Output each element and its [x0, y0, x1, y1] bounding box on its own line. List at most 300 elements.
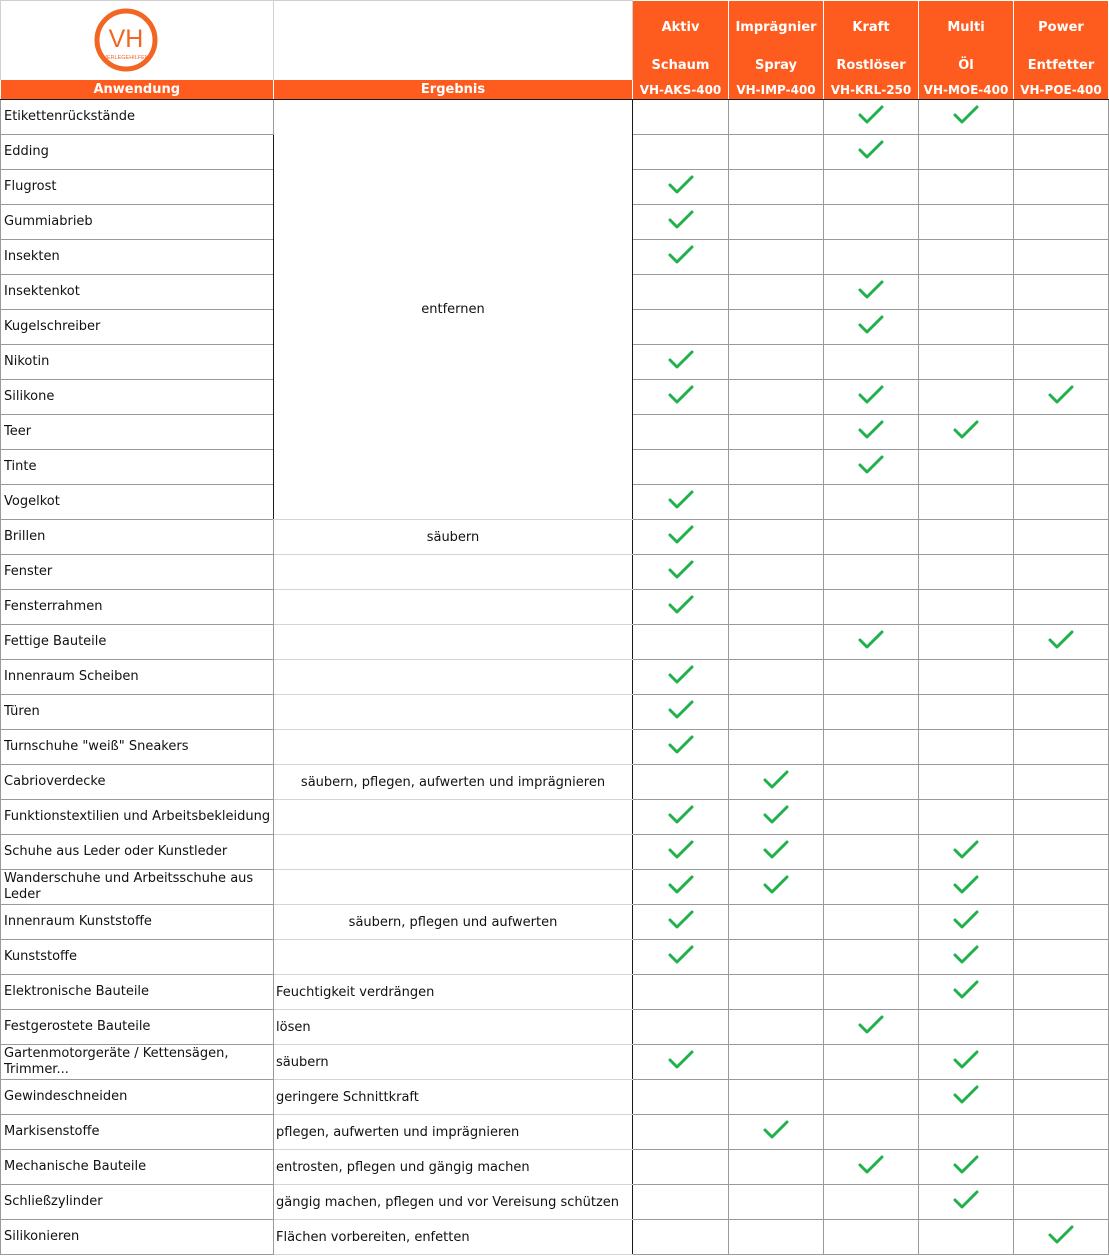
checkmark-icon [1048, 384, 1074, 406]
checkmark-icon [763, 804, 789, 826]
check-cell [729, 170, 824, 205]
checkmark-icon [668, 489, 694, 511]
application-column-header: Anwendung [1, 80, 274, 100]
check-cell [729, 310, 824, 345]
check-cell [919, 800, 1014, 835]
application-cell: Gummiabrieb [1, 205, 274, 240]
check-cell [919, 1185, 1014, 1220]
check-cell [633, 835, 729, 870]
check-cell [633, 730, 729, 765]
product-name-line2: Spray [755, 57, 797, 73]
application-cell: Markisenstoffe [1, 1115, 274, 1150]
check-cell [919, 1150, 1014, 1185]
check-cell [824, 1185, 919, 1220]
table-row [1, 1115, 1109, 1150]
result-cell: säubern, pflegen, aufwerten und imprägnieren [274, 765, 633, 800]
check-cell [633, 660, 729, 695]
check-cell [1014, 905, 1109, 940]
table-row [1, 1080, 1109, 1115]
check-cell [824, 170, 919, 205]
checkmark-icon [858, 384, 884, 406]
product-name-line2: Rostlöser [836, 57, 906, 73]
product-header-power-entfetter [1014, 1, 1109, 81]
check-cell [824, 800, 919, 835]
checkmark-icon [668, 944, 694, 966]
check-cell [919, 940, 1014, 975]
logo-initials: VH [108, 25, 144, 53]
check-cell [729, 1115, 824, 1150]
product-header-kraft-rostloeser [824, 1, 919, 81]
application-cell: Brillen [1, 520, 274, 555]
check-cell [1014, 170, 1109, 205]
logo-subtitle: VERLEGEHILFEN [103, 55, 149, 61]
check-cell [633, 940, 729, 975]
check-cell [824, 450, 919, 485]
check-cell [1014, 590, 1109, 625]
check-cell [729, 660, 824, 695]
check-cell [633, 1045, 729, 1080]
check-cell [919, 1045, 1014, 1080]
checkmark-icon [668, 594, 694, 616]
product-name-line1: Power [1038, 19, 1084, 35]
check-cell [919, 310, 1014, 345]
check-cell [1014, 520, 1109, 555]
result-cell: Flächen vorbereiten, enfetten [274, 1220, 633, 1255]
check-cell [1014, 1150, 1109, 1185]
result-cell [274, 660, 633, 695]
product-header-multi-oel [919, 1, 1014, 81]
checkmark-icon [668, 559, 694, 581]
check-cell [919, 240, 1014, 275]
check-cell [919, 415, 1014, 450]
application-cell: Fensterrahmen [1, 590, 274, 625]
check-cell [824, 275, 919, 310]
matrix-body [1, 100, 1109, 1255]
header-row [1, 1, 1109, 81]
table-row [1, 940, 1109, 975]
checkmark-icon [858, 139, 884, 161]
result-cell: pflegen, aufwerten und imprägnieren [274, 1115, 633, 1150]
check-cell [729, 485, 824, 520]
check-cell [919, 695, 1014, 730]
check-cell [919, 765, 1014, 800]
application-cell: Turnschuhe "weiß" Sneakers [1, 730, 274, 765]
checkmark-icon [668, 664, 694, 686]
check-cell [633, 100, 729, 135]
check-cell [633, 450, 729, 485]
product-name-line2: Schaum [651, 57, 710, 73]
check-cell [919, 100, 1014, 135]
check-cell [824, 695, 919, 730]
check-cell [824, 1080, 919, 1115]
check-cell [824, 135, 919, 170]
table-row [1, 835, 1109, 870]
checkmark-icon [858, 1014, 884, 1036]
check-cell [729, 1045, 824, 1080]
check-cell [729, 555, 824, 590]
result-cell [274, 835, 633, 870]
result-column-header: Ergebnis [274, 80, 633, 100]
check-cell [633, 975, 729, 1010]
check-cell [824, 485, 919, 520]
check-cell [1014, 310, 1109, 345]
application-cell: Fettige Bauteile [1, 625, 274, 660]
application-cell: Wanderschuhe und Arbeitsschuhe aus Leder [1, 870, 274, 905]
check-cell [633, 520, 729, 555]
check-cell [919, 345, 1014, 380]
check-cell [633, 275, 729, 310]
check-cell [1014, 800, 1109, 835]
check-cell [633, 765, 729, 800]
checkmark-icon [668, 174, 694, 196]
check-cell [633, 345, 729, 380]
check-cell [729, 415, 824, 450]
result-cell: entrosten, pflegen und gängig machen [274, 1150, 633, 1185]
application-cell: Funktionstextilien und Arbeitsbekleidung [1, 800, 274, 835]
check-cell [919, 450, 1014, 485]
check-cell [633, 1080, 729, 1115]
check-cell [729, 905, 824, 940]
result-cell [274, 590, 633, 625]
check-cell [824, 1010, 919, 1045]
check-cell [729, 800, 824, 835]
checkmark-icon [858, 419, 884, 441]
checkmark-icon [668, 209, 694, 231]
check-cell [633, 170, 729, 205]
result-cell: lösen [274, 1010, 633, 1045]
table-row [1, 905, 1109, 940]
check-cell [729, 380, 824, 415]
table-row [1, 520, 1109, 555]
application-cell: Gewindeschneiden [1, 1080, 274, 1115]
check-cell [919, 170, 1014, 205]
checkmark-icon [668, 874, 694, 896]
check-cell [1014, 1220, 1109, 1255]
application-cell: Silikonieren [1, 1220, 274, 1255]
check-cell [1014, 100, 1109, 135]
check-cell [919, 135, 1014, 170]
table-row [1, 625, 1109, 660]
product-code: VH-AKS-400 [633, 80, 729, 100]
application-cell: Kunststoffe [1, 940, 274, 975]
application-cell: Flugrost [1, 170, 274, 205]
check-cell [729, 205, 824, 240]
check-cell [729, 450, 824, 485]
check-cell [824, 940, 919, 975]
check-cell [919, 590, 1014, 625]
check-cell [633, 625, 729, 660]
check-cell [633, 1010, 729, 1045]
application-cell: Innenraum Kunststoffe [1, 905, 274, 940]
check-cell [729, 765, 824, 800]
check-cell [824, 380, 919, 415]
check-cell [919, 520, 1014, 555]
check-cell [1014, 975, 1109, 1010]
application-cell: Insektenkot [1, 275, 274, 310]
check-cell [824, 765, 919, 800]
product-name-line2: Öl [958, 57, 974, 73]
check-cell [1014, 835, 1109, 870]
checkmark-icon [668, 1049, 694, 1071]
result-cell [274, 940, 633, 975]
check-cell [1014, 135, 1109, 170]
product-code: VH-MOE-400 [919, 80, 1014, 100]
check-cell [633, 240, 729, 275]
checkmark-icon [953, 104, 979, 126]
subheader-row [1, 80, 1109, 100]
check-cell [824, 1045, 919, 1080]
check-cell [633, 1185, 729, 1220]
check-cell [1014, 695, 1109, 730]
check-cell [729, 345, 824, 380]
result-cell: Feuchtigkeit verdrängen [274, 975, 633, 1010]
result-cell [274, 870, 633, 905]
checkmark-icon [953, 1049, 979, 1071]
product-name-line1: Aktiv [661, 19, 700, 35]
check-cell [824, 205, 919, 240]
check-cell [919, 870, 1014, 905]
application-cell: Etikettenrückstände [1, 100, 274, 135]
application-cell: Insekten [1, 240, 274, 275]
application-cell: Teer [1, 415, 274, 450]
result-cell: säubern, pflegen und aufwerten [274, 905, 633, 940]
checkmark-icon [668, 384, 694, 406]
table-row [1, 975, 1109, 1010]
check-cell [1014, 380, 1109, 415]
application-cell: Innenraum Scheiben [1, 660, 274, 695]
check-cell [824, 870, 919, 905]
check-cell [729, 870, 824, 905]
check-cell [633, 1115, 729, 1150]
check-cell [633, 135, 729, 170]
check-cell [1014, 1080, 1109, 1115]
check-cell [919, 730, 1014, 765]
table-row [1, 590, 1109, 625]
check-cell [824, 100, 919, 135]
check-cell [1014, 1185, 1109, 1220]
check-cell [1014, 485, 1109, 520]
checkmark-icon [858, 104, 884, 126]
application-cell: Cabrioverdecke [1, 765, 274, 800]
product-header-aktiv-schaum [633, 1, 729, 81]
check-cell [919, 1115, 1014, 1150]
table-row [1, 100, 1109, 135]
check-cell [824, 835, 919, 870]
check-cell [919, 835, 1014, 870]
check-cell [729, 590, 824, 625]
check-cell [1014, 765, 1109, 800]
check-cell [824, 625, 919, 660]
checkmark-icon [953, 1084, 979, 1106]
checkmark-icon [953, 1154, 979, 1176]
product-name-line1: Imprägnier [735, 19, 817, 35]
product-name-line1: Kraft [852, 19, 890, 35]
check-cell [633, 870, 729, 905]
checkmark-icon [668, 699, 694, 721]
table-row [1, 1220, 1109, 1255]
table-row [1, 765, 1109, 800]
check-cell [633, 205, 729, 240]
check-cell [1014, 730, 1109, 765]
checkmark-icon [858, 1154, 884, 1176]
application-cell: Elektronische Bauteile [1, 975, 274, 1010]
checkmark-icon [953, 909, 979, 931]
application-cell: Fenster [1, 555, 274, 590]
check-cell [633, 800, 729, 835]
table-row [1, 695, 1109, 730]
check-cell [824, 1150, 919, 1185]
logo-cell [1, 1, 274, 81]
product-code: VH-POE-400 [1014, 80, 1109, 100]
check-cell [824, 240, 919, 275]
check-cell [1014, 240, 1109, 275]
checkmark-icon [953, 874, 979, 896]
checkmark-icon [763, 874, 789, 896]
check-cell [824, 555, 919, 590]
application-cell: Kugelschreiber [1, 310, 274, 345]
application-cell: Schließzylinder [1, 1185, 274, 1220]
check-cell [919, 1080, 1014, 1115]
check-cell [824, 1115, 919, 1150]
table-row [1, 660, 1109, 695]
check-cell [729, 1185, 824, 1220]
check-cell [633, 905, 729, 940]
result-cell [274, 800, 633, 835]
checkmark-icon [953, 1189, 979, 1211]
check-cell [919, 625, 1014, 660]
product-code: VH-IMP-400 [729, 80, 824, 100]
check-cell [729, 1010, 824, 1045]
checkmark-icon [953, 944, 979, 966]
result-cell [274, 730, 633, 765]
check-cell [729, 275, 824, 310]
check-cell [729, 520, 824, 555]
check-cell [1014, 1115, 1109, 1150]
check-cell [824, 660, 919, 695]
check-cell [824, 1220, 919, 1255]
product-code: VH-KRL-250 [824, 80, 919, 100]
checkmark-icon [858, 629, 884, 651]
check-cell [824, 415, 919, 450]
check-cell [633, 380, 729, 415]
check-cell [824, 905, 919, 940]
result-cell: säubern [274, 1045, 633, 1080]
result-cell: gängig machen, pflegen und vor Vereisung schützen [274, 1185, 633, 1220]
table-row [1, 1185, 1109, 1220]
check-cell [919, 660, 1014, 695]
result-cell [274, 625, 633, 660]
check-cell [919, 380, 1014, 415]
checkmark-icon [953, 419, 979, 441]
checkmark-icon [1048, 1224, 1074, 1246]
check-cell [824, 975, 919, 1010]
table-row [1, 1150, 1109, 1185]
check-cell [1014, 1010, 1109, 1045]
application-cell: Silikone [1, 380, 274, 415]
check-cell [1014, 450, 1109, 485]
checkmark-icon [668, 734, 694, 756]
product-name-line2: Entfetter [1027, 57, 1095, 73]
check-cell [633, 1220, 729, 1255]
check-cell [729, 1150, 824, 1185]
check-cell [633, 415, 729, 450]
check-cell [919, 975, 1014, 1010]
check-cell [633, 310, 729, 345]
vh-logo [93, 7, 159, 73]
table-row [1, 1045, 1109, 1080]
product-name-line1: Multi [947, 19, 985, 35]
application-cell: Türen [1, 695, 274, 730]
result-cell: entfernen [274, 100, 633, 520]
check-cell [824, 590, 919, 625]
check-cell [729, 1220, 824, 1255]
table-row [1, 800, 1109, 835]
check-cell [633, 555, 729, 590]
result-cell: geringere Schnittkraft [274, 1080, 633, 1115]
application-cell: Nikotin [1, 345, 274, 380]
result-cell [274, 555, 633, 590]
check-cell [729, 975, 824, 1010]
check-cell [919, 1010, 1014, 1045]
application-cell: Vogelkot [1, 485, 274, 520]
check-cell [633, 1150, 729, 1185]
check-cell [919, 485, 1014, 520]
checkmark-icon [763, 1119, 789, 1141]
check-cell [919, 1220, 1014, 1255]
checkmark-icon [668, 909, 694, 931]
check-cell [1014, 275, 1109, 310]
check-cell [824, 730, 919, 765]
check-cell [729, 625, 824, 660]
check-cell [1014, 555, 1109, 590]
check-cell [919, 555, 1014, 590]
result-cell [274, 695, 633, 730]
check-cell [824, 310, 919, 345]
check-cell [824, 520, 919, 555]
result-cell: säubern [274, 520, 633, 555]
product-header-impraegnier-spray [729, 1, 824, 81]
check-cell [919, 905, 1014, 940]
check-cell [1014, 205, 1109, 240]
header-blank-cell [274, 1, 633, 81]
check-cell [1014, 1045, 1109, 1080]
check-cell [1014, 345, 1109, 380]
checkmark-icon [668, 804, 694, 826]
table-row [1, 555, 1109, 590]
application-cell: Edding [1, 135, 274, 170]
check-cell [729, 1080, 824, 1115]
check-cell [729, 695, 824, 730]
application-cell: Mechanische Bauteile [1, 1150, 274, 1185]
checkmark-icon [668, 839, 694, 861]
check-cell [729, 100, 824, 135]
checkmark-icon [953, 979, 979, 1001]
check-cell [729, 240, 824, 275]
check-cell [1014, 625, 1109, 660]
table-row [1, 730, 1109, 765]
check-cell [1014, 415, 1109, 450]
check-cell [729, 835, 824, 870]
check-cell [729, 730, 824, 765]
table-row [1, 1010, 1109, 1045]
checkmark-icon [953, 839, 979, 861]
check-cell [919, 275, 1014, 310]
check-cell [729, 135, 824, 170]
check-cell [1014, 660, 1109, 695]
checkmark-icon [763, 839, 789, 861]
check-cell [1014, 870, 1109, 905]
checkmark-icon [1048, 629, 1074, 651]
